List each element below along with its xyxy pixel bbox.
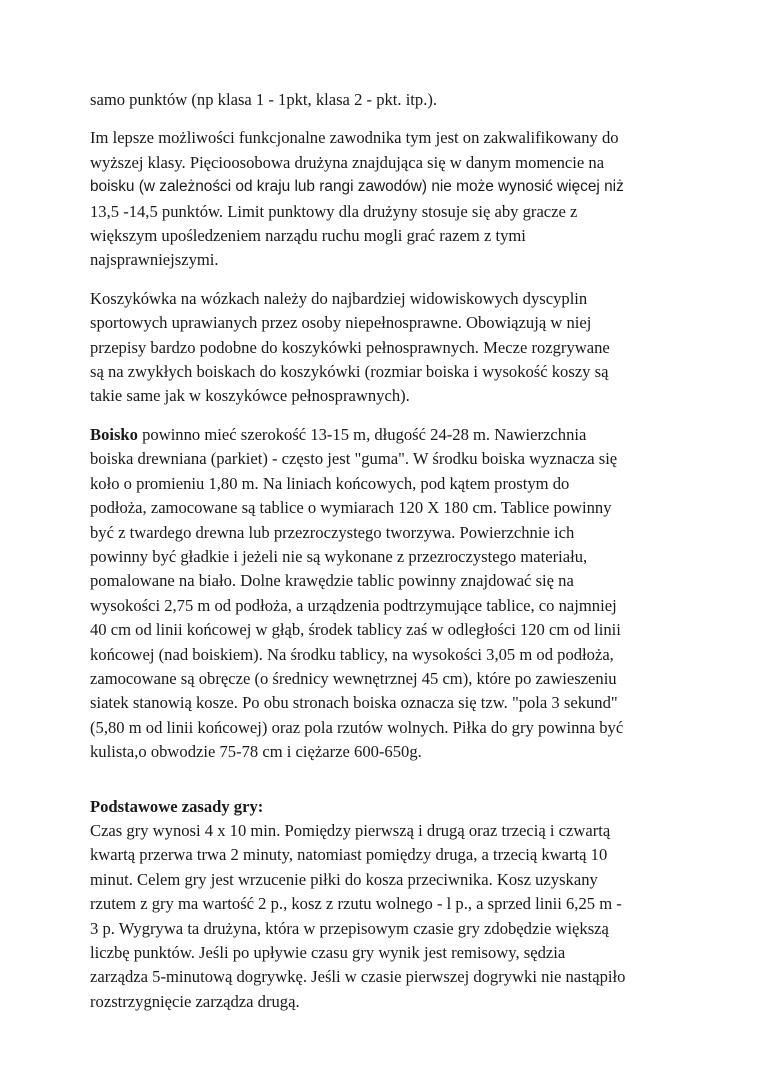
text-line: minut. Celem gry jest wrzucenie piłki do kosza przeciwnika. Kosz uzyskany: [90, 869, 598, 889]
paragraph-classification: [90, 126, 702, 272]
text-line: 13,5 -14,5 punktów. Limit punktowy dla drużyny stosuje się aby gracze z: [90, 201, 578, 221]
text-line: siatek stanowią kosze. Po obu stronach boiska oznacza się tzw. "pola 3 sekund": [90, 693, 618, 713]
text-line: Koszykówka na wózkach należy do najbardziej widowiskowych dyscyplin: [90, 288, 588, 308]
text-fragment: powinno mieć szerokość 13-15 m, długość 24-28 m. Nawierzchnia: [137, 424, 587, 444]
text-line: [90, 423, 702, 447]
text-line: rozstrzygnięcie zarządza drugą.: [90, 991, 300, 1011]
text-line: 3 p. Wygrywa ta drużyna, która w przepisowym czasie gry zdobędzie większą: [90, 918, 609, 938]
text-line: Czas gry wynosi 4 x 10 min. Pomiędzy pierwszą i drugą oraz trzecią i czwartą: [90, 820, 611, 840]
text-line: wyższej klasy. Pięcioosobowa drużyna znajdująca się w danym momencie na: [90, 152, 605, 172]
text-line: takie same jak w koszykówce pełnosprawnych).: [90, 386, 410, 406]
text-line: przepisy bardzo podobne do koszykówki pełnosprawnych. Mecze rozgrywane: [90, 337, 610, 357]
text-line: zamocowane są obręcze (o średnicy wewnętrznej 45 cm), które po zawieszeniu: [90, 668, 617, 688]
text-line: 40 cm od linii końcowej w głąb, środek tablicy zaś w odległości 120 cm od linii: [90, 620, 621, 640]
text-line: większym upośledzeniem narządu ruchu mogli grać razem z tymi: [90, 226, 526, 246]
text-line: (5,80 m od linii końcowej) oraz pola rzutów wolnych. Piłka do gry powinna być: [90, 717, 624, 737]
paragraph-wheelchair-basketball: [90, 287, 702, 409]
section-heading-rules: Podstawowe zasady gry:: [90, 796, 264, 816]
text-line: Im lepsze możliwości funkcjonalne zawodnika tym jest on zakwalifikowany do: [90, 128, 619, 148]
text-line: sportowych uprawianych przez osoby niepełnosprawne. Obowiązują w niej: [90, 313, 592, 333]
court-term: Boisko: [90, 424, 138, 444]
paragraph-court: [90, 423, 702, 765]
paragraph-points-intro: [90, 88, 702, 112]
text-line: kwartą przerwa trwa 2 minuty, natomiast pomiędzy druga, a trzecią kwartą 10: [90, 845, 608, 865]
text-line: wysokości 2,75 m od podłoża, a urządzenia podtrzymujące tablice, co najmniej: [90, 595, 617, 615]
text-line: są na zwykłych boiskach do koszykówki (rozmiar boiska i wysokość koszy są: [90, 362, 609, 382]
text-line: samo punktów (np klasa 1 - 1pkt, klasa 2 - pkt. itp.).: [90, 90, 438, 109]
text-line: być z twardego drewna lub przezroczystego tworzywa. Powierzchnie ich: [90, 522, 575, 542]
text-line: podłoża, zamocowane są tablice o wymiarach 120 X 180 cm. Tablice powinny: [90, 498, 612, 518]
text-line: boisku (w zależności od kraju lub rangi zawodów) nie może wynosić więcej niż: [90, 178, 624, 196]
text-line: kulista,o obwodzie 75-78 cm i ciężarze 600-650g.: [90, 742, 422, 762]
text-line: boiska drewniana (parkiet) - często jest "guma". W środku boiska wyznacza się: [90, 449, 618, 469]
text-line: powinny być gładkie i jeżeli nie są wykonane z przezroczystego materiału,: [90, 546, 588, 566]
text-line: koło o promieniu 1,80 m. Na liniach końcowych, pod kątem prostym do: [90, 473, 570, 493]
text-line: pomalowane na biało. Dolne krawędzie tablic powinny znajdować się na: [90, 571, 574, 591]
text-line: liczbę punktów. Jeśli po upływie czasu gry wynik jest remisowy, sędzia: [90, 943, 566, 962]
text-line: najsprawniejszymi.: [90, 250, 219, 270]
paragraph-rules: [90, 819, 702, 1014]
text-line: zarządza 5-minutową dogrywkę. Jeśli w czasie pierwszej dogrywki nie nastąpiło: [90, 967, 626, 987]
text-line: końcowej (nad boiskiem). Na środku tablicy, na wysokości 3,05 m od podłoża,: [90, 644, 614, 664]
document-page: [90, 88, 702, 1028]
text-line: rzutem z gry ma wartość 2 p., kosz z rzutu wolnego - l p., a sprzed linii 6,25 m -: [90, 894, 622, 914]
